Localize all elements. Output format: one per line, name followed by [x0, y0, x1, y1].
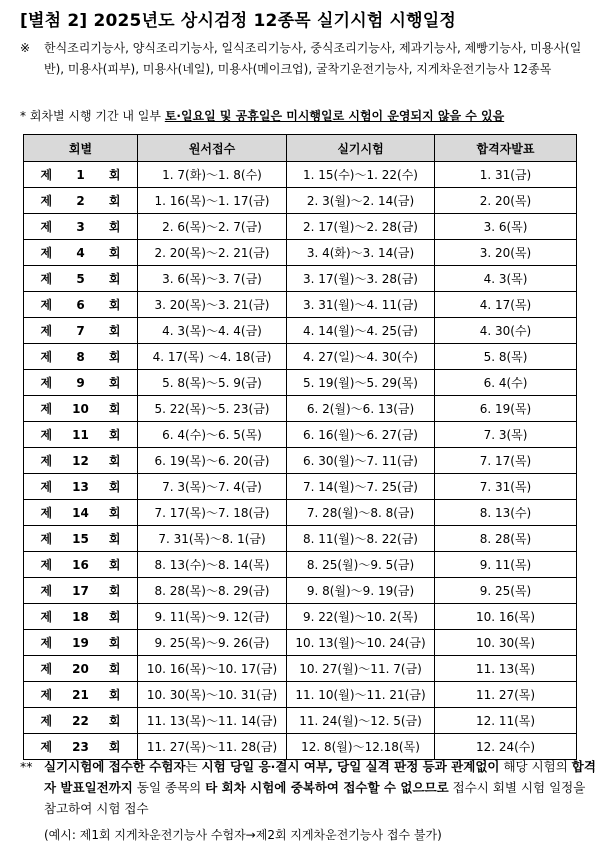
exam-period-cell: 6. 30(월)～7. 11(금) — [287, 448, 435, 474]
round-number: 10 — [72, 402, 89, 416]
table-row — [24, 344, 577, 370]
header-exam: 실기시험 — [287, 135, 435, 162]
result-date-cell: 12. 11(목) — [435, 708, 577, 734]
note-mark: ※ — [20, 41, 31, 55]
table-row — [24, 474, 577, 500]
result-date-cell: 2. 20(목) — [435, 188, 577, 214]
header-application: 원서접수 — [138, 135, 287, 162]
round-cell — [24, 162, 138, 188]
footer-t3: 시험 당일 응·결시 여부, 당일 실격 판정 등과 관계없이 — [201, 759, 500, 774]
round-number: 4 — [76, 246, 85, 260]
exam-period-cell: 6. 16(월)～6. 27(금) — [287, 422, 435, 448]
round-suffix: 회 — [108, 480, 121, 494]
subject-list-text: 한식조리기능사, 양식조리기능사, 일식조리기능사, 중식조리기능사, 제과기능사, 제빵기능사, 미용사(일반), 미용사(피부), 미용사(네일), 미용사(메이크업), 굴착기운전기능사, 지게차운전기능사 12종목 — [44, 41, 582, 76]
table-row — [24, 370, 577, 396]
round-suffix: 회 — [108, 558, 121, 572]
footer-note — [20, 756, 600, 819]
exam-period-cell: 6. 2(월)～6. 13(금) — [287, 396, 435, 422]
round-number: 1 — [76, 168, 85, 182]
round-prefix: 제 — [40, 688, 53, 702]
table-row — [24, 656, 577, 682]
round-suffix: 회 — [108, 272, 121, 286]
round-suffix: 회 — [108, 194, 121, 208]
footer-example: (예시: 제1회 지게차운전기능사 수험자→제2회 지게차운전기능사 접수 불가) — [44, 828, 442, 842]
table-row — [24, 604, 577, 630]
application-period-cell: 9. 11(목)～9. 12(금) — [138, 604, 287, 630]
exam-period-cell: 7. 14(월)～7. 25(금) — [287, 474, 435, 500]
footer-t4: 해당 시험의 — [499, 759, 572, 774]
round-cell — [24, 656, 138, 682]
round-cell — [24, 214, 138, 240]
application-period-cell: 3. 6(목)～3. 7(금) — [138, 266, 287, 292]
round-suffix: 회 — [108, 714, 121, 728]
exam-period-cell: 2. 3(월)～2. 14(금) — [287, 188, 435, 214]
round-cell — [24, 266, 138, 292]
round-suffix: 회 — [108, 298, 121, 312]
footer-t8: 접수시 회별 시험 일정을 참고하여 시험 접수 — [44, 780, 586, 816]
round-number: 13 — [72, 480, 89, 494]
result-date-cell: 7. 17(목) — [435, 448, 577, 474]
round-number: 15 — [72, 532, 89, 546]
result-date-cell: 8. 13(수) — [435, 500, 577, 526]
application-period-cell: 1. 16(목)～1. 17(금) — [138, 188, 287, 214]
round-suffix: 회 — [108, 662, 121, 676]
round-number: 12 — [72, 454, 89, 468]
round-number: 21 — [72, 688, 89, 702]
schedule-table — [23, 134, 577, 760]
header-result: 합격자발표 — [435, 135, 577, 162]
footer-t2: 는 — [185, 759, 202, 774]
round-number: 6 — [76, 298, 85, 312]
result-date-cell: 6. 19(목) — [435, 396, 577, 422]
result-date-cell: 7. 3(목) — [435, 422, 577, 448]
round-cell — [24, 370, 138, 396]
round-prefix: 제 — [40, 532, 53, 546]
application-period-cell: 4. 3(목)～4. 4(금) — [138, 318, 287, 344]
application-period-cell: 7. 31(목)～8. 1(금) — [138, 526, 287, 552]
round-prefix: 제 — [40, 428, 53, 442]
table-row — [24, 240, 577, 266]
application-period-cell: 1. 7(화)～1. 8(수) — [138, 162, 287, 188]
round-suffix: 회 — [108, 532, 121, 546]
exam-period-cell: 7. 28(월)～8. 8(금) — [287, 500, 435, 526]
table-row — [24, 266, 577, 292]
table-row — [24, 396, 577, 422]
round-cell — [24, 604, 138, 630]
application-period-cell: 11. 13(목)～11. 14(금) — [138, 708, 287, 734]
round-suffix: 회 — [108, 402, 121, 416]
footer-t1: 실기시험에 접수한 수험자 — [44, 759, 186, 774]
footer-mark: ** — [20, 759, 33, 774]
round-number: 5 — [76, 272, 85, 286]
round-prefix: 제 — [40, 480, 53, 494]
result-date-cell: 3. 6(목) — [435, 214, 577, 240]
weekend-note — [20, 107, 600, 125]
result-date-cell: 1. 31(금) — [435, 162, 577, 188]
table-row — [24, 630, 577, 656]
round-number: 14 — [72, 506, 89, 520]
round-suffix: 회 — [108, 636, 121, 650]
exam-period-cell: 4. 14(월)～4. 25(금) — [287, 318, 435, 344]
subject-list-note — [20, 38, 600, 80]
weekend-note-prefix: * 회차별 시행 기간 내 일부 — [20, 109, 165, 123]
exam-period-cell: 1. 15(수)～1. 22(수) — [287, 162, 435, 188]
round-prefix: 제 — [40, 168, 53, 182]
table-row — [24, 552, 577, 578]
round-suffix: 회 — [108, 454, 121, 468]
table-row — [24, 578, 577, 604]
round-prefix: 제 — [40, 714, 53, 728]
result-date-cell: 10. 16(목) — [435, 604, 577, 630]
header-round: 회별 — [24, 135, 138, 162]
round-number: 7 — [76, 324, 85, 338]
footer-t6: 동일 종목의 — [132, 780, 206, 795]
application-period-cell: 5. 8(목)～5. 9(금) — [138, 370, 287, 396]
round-number: 18 — [72, 610, 89, 624]
round-suffix: 회 — [108, 220, 121, 234]
exam-period-cell: 8. 25(월)～9. 5(금) — [287, 552, 435, 578]
footer-t5: 합격자 발표일전까지 — [44, 759, 596, 795]
round-number: 11 — [72, 428, 89, 442]
round-suffix: 회 — [108, 506, 121, 520]
round-prefix: 제 — [40, 350, 53, 364]
round-number: 23 — [72, 740, 89, 754]
round-prefix: 제 — [40, 584, 53, 598]
weekend-note-emphasis: 토·일요일 및 공휴일은 미시행일로 시험이 운영되지 않을 수 있음 — [164, 109, 505, 123]
application-period-cell: 7. 3(목)～7. 4(금) — [138, 474, 287, 500]
table-row — [24, 188, 577, 214]
round-cell — [24, 240, 138, 266]
round-cell — [24, 188, 138, 214]
exam-period-cell: 11. 10(월)～11. 21(금) — [287, 682, 435, 708]
application-period-cell: 6. 4(수)～6. 5(목) — [138, 422, 287, 448]
round-number: 17 — [72, 584, 89, 598]
result-date-cell: 8. 28(목) — [435, 526, 577, 552]
round-suffix: 회 — [108, 246, 121, 260]
result-date-cell: 4. 3(목) — [435, 266, 577, 292]
exam-period-cell: 2. 17(월)～2. 28(금) — [287, 214, 435, 240]
application-period-cell: 6. 19(목)～6. 20(금) — [138, 448, 287, 474]
exam-period-cell: 9. 22(월)～10. 2(목) — [287, 604, 435, 630]
round-prefix: 제 — [40, 454, 53, 468]
round-suffix: 회 — [108, 428, 121, 442]
round-cell — [24, 552, 138, 578]
round-suffix: 회 — [108, 688, 121, 702]
round-cell — [24, 292, 138, 318]
round-cell — [24, 474, 138, 500]
round-number: 9 — [76, 376, 85, 390]
round-cell — [24, 682, 138, 708]
round-cell — [24, 344, 138, 370]
exam-period-cell: 3. 17(월)～3. 28(금) — [287, 266, 435, 292]
round-number: 2 — [76, 194, 85, 208]
round-cell — [24, 396, 138, 422]
table-row — [24, 448, 577, 474]
exam-period-cell: 10. 27(월)～11. 7(금) — [287, 656, 435, 682]
table-row — [24, 708, 577, 734]
round-prefix: 제 — [40, 636, 53, 650]
round-suffix: 회 — [108, 168, 121, 182]
round-prefix: 제 — [40, 220, 53, 234]
application-period-cell: 11. 27(목)～11. 28(금) — [138, 734, 287, 760]
table-row — [24, 318, 577, 344]
footer-text — [44, 756, 600, 819]
result-date-cell: 6. 4(수) — [435, 370, 577, 396]
application-period-cell: 8. 13(수)～8. 14(목) — [138, 552, 287, 578]
round-prefix: 제 — [40, 324, 53, 338]
round-cell — [24, 448, 138, 474]
round-suffix: 회 — [108, 740, 121, 754]
table-row — [24, 500, 577, 526]
result-date-cell: 9. 11(목) — [435, 552, 577, 578]
exam-period-cell: 8. 11(월)～8. 22(금) — [287, 526, 435, 552]
round-suffix: 회 — [108, 584, 121, 598]
round-prefix: 제 — [40, 662, 53, 676]
round-cell — [24, 500, 138, 526]
round-prefix: 제 — [40, 246, 53, 260]
exam-period-cell: 9. 8(월)～9. 19(금) — [287, 578, 435, 604]
round-cell — [24, 422, 138, 448]
application-period-cell: 2. 20(목)～2. 21(금) — [138, 240, 287, 266]
round-suffix: 회 — [108, 610, 121, 624]
table-row — [24, 526, 577, 552]
round-prefix: 제 — [40, 506, 53, 520]
page-title: [별첨 2] 2025년도 상시검정 12종목 실기시험 시행일정 — [20, 11, 457, 31]
round-cell — [24, 526, 138, 552]
result-date-cell: 3. 20(목) — [435, 240, 577, 266]
round-suffix: 회 — [108, 324, 121, 338]
round-number: 3 — [76, 220, 85, 234]
round-prefix: 제 — [40, 610, 53, 624]
round-prefix: 제 — [40, 740, 53, 754]
application-period-cell: 8. 28(목)～8. 29(금) — [138, 578, 287, 604]
result-date-cell: 11. 13(목) — [435, 656, 577, 682]
round-number: 19 — [72, 636, 89, 650]
result-date-cell: 7. 31(목) — [435, 474, 577, 500]
round-cell — [24, 630, 138, 656]
round-cell — [24, 318, 138, 344]
table-row — [24, 422, 577, 448]
round-prefix: 제 — [40, 376, 53, 390]
exam-period-cell: 11. 24(월)～12. 5(금) — [287, 708, 435, 734]
application-period-cell: 2. 6(목)～2. 7(금) — [138, 214, 287, 240]
round-suffix: 회 — [108, 376, 121, 390]
result-date-cell: 12. 24(수) — [435, 734, 577, 760]
result-date-cell: 4. 30(수) — [435, 318, 577, 344]
result-date-cell: 9. 25(목) — [435, 578, 577, 604]
exam-period-cell: 5. 19(월)～5. 29(목) — [287, 370, 435, 396]
table-row — [24, 292, 577, 318]
table-row — [24, 682, 577, 708]
table-row — [24, 214, 577, 240]
table-row — [24, 162, 577, 188]
application-period-cell: 10. 30(목)～10. 31(금) — [138, 682, 287, 708]
exam-period-cell: 3. 31(월)～4. 11(금) — [287, 292, 435, 318]
round-number: 22 — [72, 714, 89, 728]
round-prefix: 제 — [40, 272, 53, 286]
round-number: 8 — [76, 350, 85, 364]
table-body — [24, 162, 577, 760]
round-number: 20 — [72, 662, 89, 676]
round-prefix: 제 — [40, 194, 53, 208]
exam-period-cell: 10. 13(월)～10. 24(금) — [287, 630, 435, 656]
result-date-cell: 4. 17(목) — [435, 292, 577, 318]
footer-t7: 타 회차 시험에 중복하여 접수할 수 없으므로 — [205, 780, 449, 795]
application-period-cell: 4. 17(목) ～4. 18(금) — [138, 344, 287, 370]
exam-period-cell: 12. 8(월)～12.18(목) — [287, 734, 435, 760]
round-cell — [24, 578, 138, 604]
round-prefix: 제 — [40, 402, 53, 416]
application-period-cell: 7. 17(목)～7. 18(금) — [138, 500, 287, 526]
result-date-cell: 11. 27(목) — [435, 682, 577, 708]
round-cell — [24, 708, 138, 734]
exam-period-cell: 4. 27(일)～4. 30(수) — [287, 344, 435, 370]
round-prefix: 제 — [40, 298, 53, 312]
result-date-cell: 5. 8(목) — [435, 344, 577, 370]
application-period-cell: 3. 20(목)～3. 21(금) — [138, 292, 287, 318]
result-date-cell: 10. 30(목) — [435, 630, 577, 656]
application-period-cell: 9. 25(목)～9. 26(금) — [138, 630, 287, 656]
round-number: 16 — [72, 558, 89, 572]
table-header-row — [24, 135, 577, 162]
application-period-cell: 5. 22(목)～5. 23(금) — [138, 396, 287, 422]
round-prefix: 제 — [40, 558, 53, 572]
exam-period-cell: 3. 4(화)～3. 14(금) — [287, 240, 435, 266]
round-suffix: 회 — [108, 350, 121, 364]
application-period-cell: 10. 16(목)～10. 17(금) — [138, 656, 287, 682]
